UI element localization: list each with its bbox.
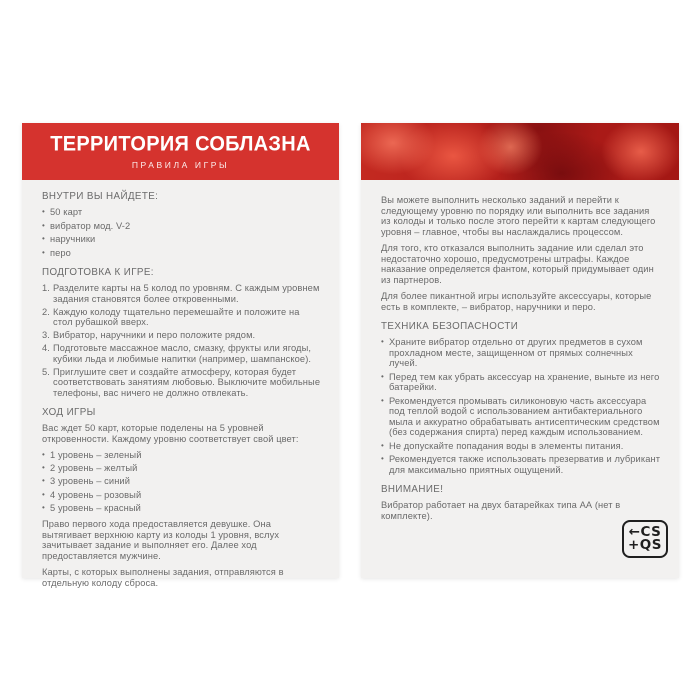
list-item: • вибратор мод. V-2	[42, 221, 321, 232]
left-page-content	[22, 180, 339, 588]
warning-text: Вибратор работает на двух батарейках типа АА (нет в комплекте).	[381, 500, 621, 521]
level-item: • 5 уровень – красный	[42, 503, 321, 514]
warning-block	[381, 485, 661, 521]
rules-subtitle: ПРАВИЛА ИГРЫ	[131, 160, 230, 170]
couple-photo	[361, 123, 679, 180]
left-page	[22, 123, 339, 588]
safety-item: • Рекомендуется промывать силиконовую часть аксессуара под теплой водой с использованием антибактериального мыла и аккуратно обрабатывать антисептическим средством (без содержания спирта) перед каждым использованием.	[381, 396, 661, 438]
step-item: Приглушите свет и создайте атмосферу, которая будет соответствовать занятиям любовью. Выключите мобильные телефоны, вас ничего не должно отвлекать.	[53, 366, 321, 398]
safety-item: • Храните вибратор отдельно от других предметов в сухом прохладном месте, защищенном от прямых солнечных лучей.	[381, 337, 661, 369]
safety-item: • Перед тем как убрать аксессуар на хранение, выньте из него батарейки.	[381, 372, 661, 393]
step-item: Разделите карты на 5 колод по уровням. С каждым уровнем задания становятся более откровенными.	[53, 283, 320, 304]
right-page-content	[361, 180, 679, 578]
step-item: Подготовьте массажное масло, смазку, фрукты или ягоды, кубики льда и любимые напитки (например, шампанское).	[53, 343, 312, 364]
right-page	[361, 123, 679, 578]
level-item: • 2 уровень – желтый	[42, 463, 321, 474]
game-title: ТЕРРИТОРИЯ СОБЛАЗНА	[50, 132, 311, 156]
ecstas-logo-line2: +QS	[627, 537, 662, 553]
rules-paragraph: Для более пикантной игры используйте аксессуары, которые есть в комплекте, – вибратор, наручники и перо.	[381, 291, 652, 312]
gameplay-intro: Вас ждет 50 карт, которые поделены на 5 уровней откровенности. Каждому уровню соответствует свой цвет:	[42, 423, 299, 444]
rules-paragraph: Для того, кто отказался выполнить задание или сделал это недостаточно хорошо, предусмотрены штрафы. Каждое наказание определяется фантом, который придумывает один из партнеров.	[381, 243, 654, 285]
preparation-heading: ПОДГОТОВКА К ИГРЕ:	[42, 267, 154, 279]
safety-heading: ТЕХНИКА БЕЗОПАСНОСТИ	[381, 321, 519, 332]
level-item: • 4 уровень – розовый	[42, 490, 321, 501]
rules-paragraph: Вы можете выполнить несколько заданий и перейти к следующему уровню по порядку или выполнить все задания из колоды и только после этого перейти к картам следующего уровня – главное, чтобы вы наслаждались процессом.	[381, 195, 656, 237]
list-item: • 50 карт	[42, 207, 321, 218]
step-item: Вибратор, наручники и перо положите рядом.	[53, 330, 256, 341]
level-item: • 3 уровень – синий	[42, 476, 321, 487]
gameplay-heading: ХОД ИГРЫ	[42, 407, 96, 419]
safety-list	[381, 337, 661, 475]
safety-item: • Не допускайте попадания воды в элементы питания.	[381, 441, 661, 452]
list-item: • наручники	[42, 234, 321, 245]
gameplay-discard-text: Карты, с которых выполнены задания, отправляются в отдельную колоду сброса.	[42, 567, 284, 588]
list-item: • перо	[42, 248, 321, 259]
preparation-steps	[42, 283, 321, 398]
ecstas-logo-line1: ←CS	[628, 523, 662, 540]
inside-heading: ВНУТРИ ВЫ НАЙДЕТЕ:	[42, 191, 159, 202]
safety-item: • Рекомендуется также использовать презерватив и лубрикант для максимально приятных ощущений.	[381, 454, 661, 475]
ecstas-logo	[622, 520, 668, 558]
title-banner	[22, 123, 339, 180]
warning-heading: ВНИМАНИЕ!	[381, 484, 444, 496]
inside-list	[42, 207, 321, 258]
step-item: Каждую колоду тщательно перемешайте и положите на стол рубашкой вверх.	[53, 306, 300, 328]
level-item: • 1 уровень – зеленый	[42, 450, 321, 461]
gameplay-turn-text: Право первого хода предоставляется девушке. Она вытягивает верхнюю карту из колоды 1 уровня, вслух зачитывает задание и выполняет его. Далее ход предоставляется мужчине.	[42, 519, 280, 561]
level-colors-list	[42, 450, 321, 513]
